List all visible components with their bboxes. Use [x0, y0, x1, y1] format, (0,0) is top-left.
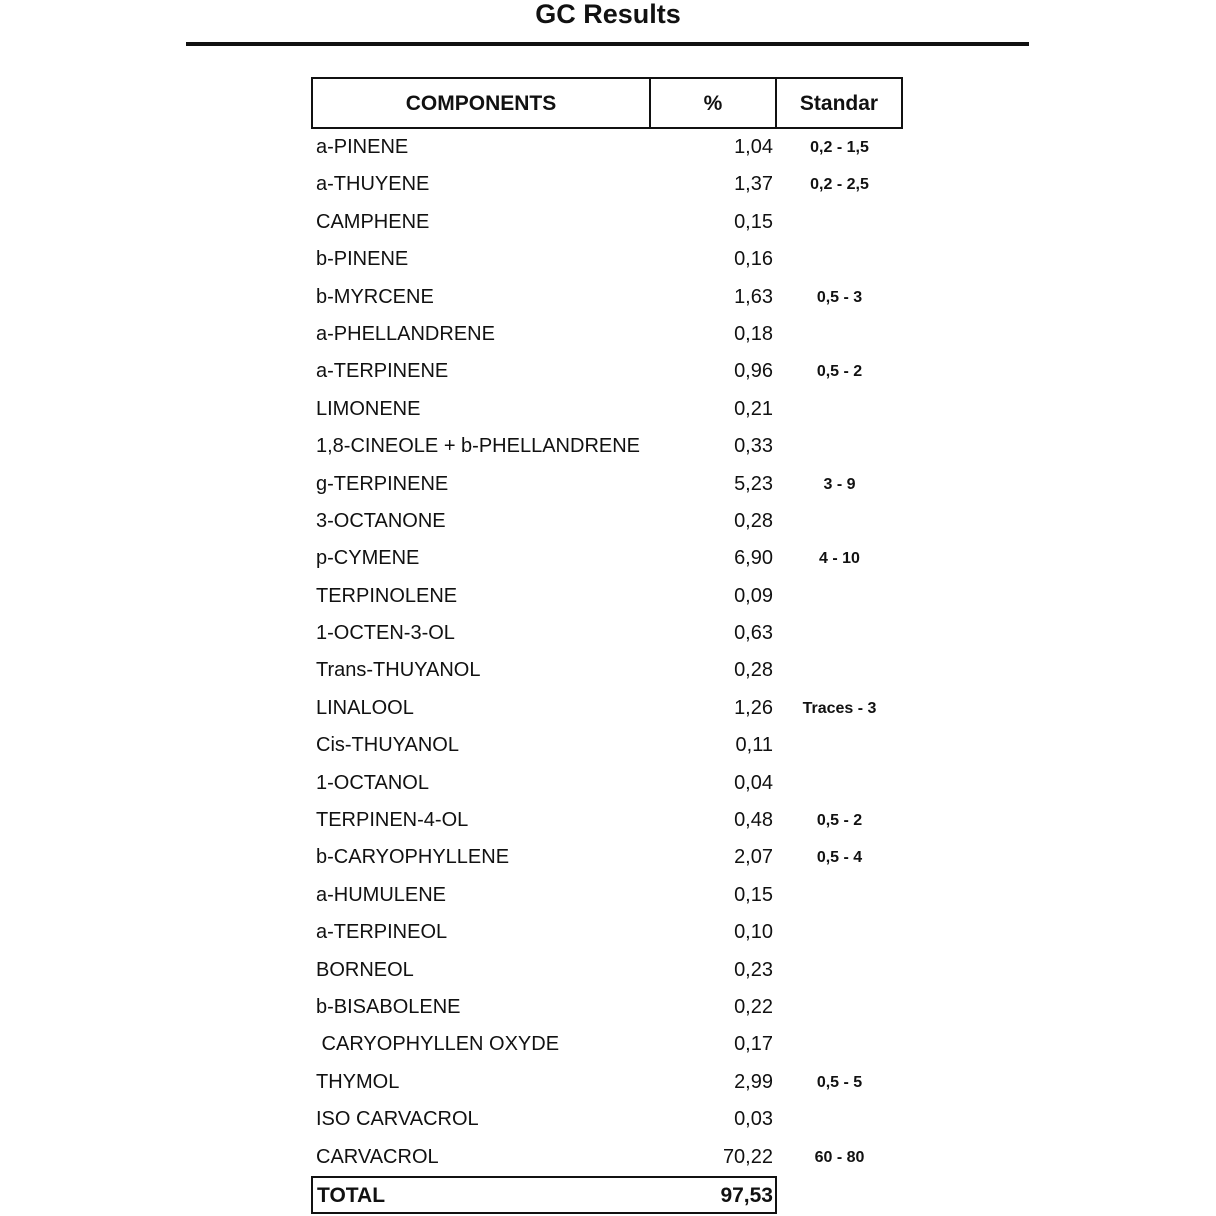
table-row	[311, 204, 901, 241]
component-standard: 0,2 - 2,5	[810, 176, 869, 194]
table-row	[311, 241, 901, 278]
component-name: CAMPHENE	[316, 210, 430, 233]
component-percent: 0,33	[734, 435, 773, 458]
component-standard: 0,5 - 2	[816, 363, 863, 381]
component-name: a-PHELLANDRENE	[316, 322, 495, 345]
component-percent: 1,63	[734, 285, 773, 308]
component-percent: 5,23	[734, 472, 773, 495]
component-standard: 60 - 80	[814, 1148, 865, 1166]
component-name: LINALOOL	[316, 696, 414, 719]
component-standard: 4 - 10	[819, 550, 860, 568]
component-name: 3-OCTANONE	[316, 509, 446, 532]
component-standard: 0,5 - 2	[816, 812, 863, 830]
component-name: THYMOL	[316, 1070, 400, 1093]
component-name: a-PINENE	[316, 136, 409, 158]
component-percent: 70,22	[722, 1145, 773, 1168]
component-percent: 0,28	[734, 509, 773, 532]
table-row	[311, 615, 901, 652]
table-row	[311, 690, 901, 727]
table-row	[311, 428, 901, 465]
component-percent: 6,90	[734, 547, 773, 570]
table-row	[311, 1139, 901, 1176]
component-name: p-CYMENE	[316, 547, 420, 570]
component-percent: 0,21	[734, 397, 773, 420]
table-row	[311, 652, 901, 689]
component-name: b-PINENE	[316, 248, 409, 271]
table-row	[311, 578, 901, 615]
component-percent: 0,03	[734, 1108, 773, 1131]
component-name: TERPINEN-4-OL	[316, 809, 469, 832]
component-name: a-TERPINENE	[316, 360, 449, 383]
component-standard: 0,5 - 3	[816, 288, 863, 306]
component-percent: 0,23	[734, 958, 773, 981]
component-standard: 0,5 - 5	[816, 1073, 863, 1091]
component-name: 1-OCTANOL	[316, 771, 429, 794]
component-percent: 0,28	[734, 659, 773, 682]
component-percent: 1,04	[734, 136, 773, 158]
table-row	[311, 989, 901, 1026]
component-percent: 0,11	[735, 734, 773, 757]
component-name: a-HUMULENE	[316, 883, 447, 906]
component-percent: 2,07	[734, 846, 773, 869]
component-standard: 0,5 - 4	[816, 849, 863, 867]
page-title: GC Results	[535, 0, 681, 29]
table-row	[311, 503, 901, 540]
component-percent: 0,16	[734, 248, 773, 271]
component-name: BORNEOL	[316, 958, 414, 981]
table-row	[311, 914, 901, 951]
table-row	[311, 877, 901, 914]
component-name: g-TERPINENE	[316, 472, 449, 495]
component-percent: 0,22	[734, 995, 773, 1018]
component-percent: 0,18	[734, 322, 773, 345]
component-name: b-MYRCENE	[316, 285, 434, 308]
component-percent: 1,37	[734, 173, 773, 196]
table-row	[311, 540, 901, 577]
table-row	[311, 1101, 901, 1138]
title-divider	[186, 42, 1029, 46]
table-row	[311, 802, 901, 839]
component-name: 1,8-CINEOLE + b-PHELLANDRENE	[316, 435, 641, 458]
component-percent: 0,04	[734, 771, 773, 794]
component-percent: 0,96	[734, 360, 773, 383]
component-name: Trans-THUYANOL	[316, 659, 481, 682]
component-percent: 2,99	[734, 1070, 773, 1093]
component-name: b-BISABOLENE	[316, 995, 461, 1018]
component-percent: 1,26	[734, 696, 773, 719]
header-percent: %	[651, 79, 777, 127]
component-percent: 0,15	[734, 883, 773, 906]
component-name: a-TERPINEOL	[316, 921, 448, 944]
header-standard: Standar	[799, 92, 879, 115]
component-name: TERPINOLENE	[316, 584, 458, 607]
table-row	[311, 952, 901, 989]
component-name: CARVACROL	[316, 1145, 439, 1168]
component-name: a-THUYENE	[316, 173, 430, 196]
component-standard: Traces - 3	[802, 699, 877, 717]
component-name: LIMONENE	[316, 397, 421, 420]
component-percent: 0,09	[734, 584, 773, 607]
component-percent: 0,10	[734, 921, 773, 944]
component-percent: 0,17	[734, 1033, 773, 1056]
table-row	[311, 129, 901, 166]
component-percent: 0,15	[734, 210, 773, 233]
component-percent: 0,48	[734, 809, 773, 832]
table-row	[311, 466, 901, 503]
component-standard: 0,2 - 1,5	[810, 139, 869, 156]
table-row	[311, 316, 901, 353]
table-row	[311, 1026, 901, 1063]
table-header	[311, 77, 903, 129]
component-standard: 3 - 9	[823, 475, 856, 493]
component-name: b-CARYOPHYLLENE	[316, 846, 510, 869]
table-row	[311, 727, 901, 764]
table-row	[311, 1064, 901, 1101]
component-percent: 0,63	[734, 622, 773, 645]
component-name: ISO CARVACROL	[316, 1108, 479, 1131]
header-components: COMPONENTS	[313, 79, 651, 127]
component-name: CARYOPHYLLEN OXYDE	[316, 1033, 560, 1056]
table-row	[311, 279, 901, 316]
total-label: TOTAL	[317, 1184, 386, 1207]
table-row	[311, 166, 901, 203]
component-name: Cis-THUYANOL	[316, 734, 459, 757]
total-row	[311, 1176, 777, 1214]
table-body	[311, 129, 901, 1176]
table-row	[311, 353, 901, 390]
table-row	[311, 391, 901, 428]
table-row	[311, 765, 901, 802]
table-row	[311, 839, 901, 876]
total-value: 97,53	[720, 1184, 773, 1207]
component-name: 1-OCTEN-3-OL	[316, 622, 455, 645]
